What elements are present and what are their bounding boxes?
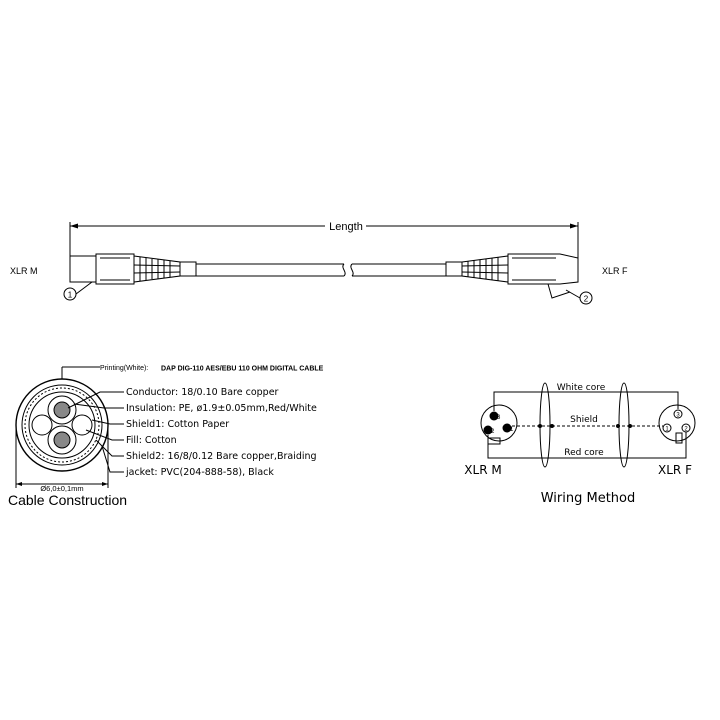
label-fill: Fill: Cotton [126, 435, 177, 446]
length-label: Length [329, 221, 363, 233]
xlr-f-key [676, 433, 682, 443]
left-strain-relief [134, 256, 180, 282]
xlr-f-pin-2-label: 2 [684, 426, 688, 433]
wiring-title: Wiring Method [540, 491, 636, 506]
leader-insulation [74, 404, 124, 408]
callout-1-leader [76, 282, 92, 294]
label-conductor: Conductor: 18/0.10 Bare copper [126, 387, 279, 398]
jacket-outer [16, 379, 108, 471]
wiring-left-label: XLR M [464, 463, 502, 477]
left-connector-label: XLR M [10, 266, 38, 276]
label-insulation: Insulation: PE, ø1.9±0.05mm,Red/White [126, 403, 317, 414]
label-shield2: Shield2: 16/8/0.12 Bare copper,Braiding [126, 451, 317, 462]
red-core-label: Red core [564, 448, 604, 458]
cable-assembly [10, 221, 628, 304]
white-core-wire [494, 392, 678, 411]
left-connector-head [70, 256, 96, 282]
leader-shield2 [96, 440, 124, 456]
callout-2-leader [566, 290, 580, 298]
label-jacket: jacket: PVC(204-888-58), Black [126, 467, 274, 478]
core-upper-conductor [54, 402, 70, 418]
right-connector [446, 254, 578, 298]
shield-sleeve-right [619, 383, 629, 467]
xlr-f-pin-1-label: 1 [665, 426, 669, 433]
left-connector [70, 254, 196, 284]
construction-title: Cable Construction [8, 492, 128, 508]
cable-break-left [343, 264, 345, 276]
length-arrow-left [70, 224, 78, 229]
callout-2-number: 2 [583, 294, 589, 304]
printing-prefix: Printing(White): [100, 365, 149, 372]
braid-shield [25, 388, 99, 462]
xlr-m-face [481, 405, 517, 441]
right-strain-relief [462, 256, 508, 282]
length-arrow-right [570, 224, 578, 229]
wiring-right-label: XLR F [658, 463, 692, 477]
fill-right [72, 415, 92, 435]
callout-1-number: 1 [67, 290, 73, 300]
fill-left [32, 415, 52, 435]
cable-break-right [351, 264, 353, 276]
printing-text: DAP DIG-110 AES/EBU 110 OHM DIGITAL CABLE [161, 365, 324, 373]
right-connector-label: XLR F [602, 266, 628, 276]
core-lower-conductor [54, 432, 70, 448]
cable-construction [8, 365, 324, 508]
leader-conductor [68, 392, 124, 408]
right-connector-latch [548, 284, 570, 298]
xlr-m-pin-1-label: 1 [510, 427, 514, 433]
xlr-m-pin-3-label: 3 [497, 415, 501, 421]
wiring-method [464, 383, 695, 506]
xlr-m-pin-2-label: 2 [491, 429, 495, 435]
cable-body [196, 264, 446, 276]
shield-label: Shield [570, 415, 598, 425]
white-core-label: White core [556, 383, 606, 393]
label-shield1: Shield1: Cotton Paper [126, 419, 230, 430]
xlr-f-pin-3-label: 3 [676, 412, 680, 419]
diameter-label: Ø6,0±0,1mm [40, 484, 84, 493]
